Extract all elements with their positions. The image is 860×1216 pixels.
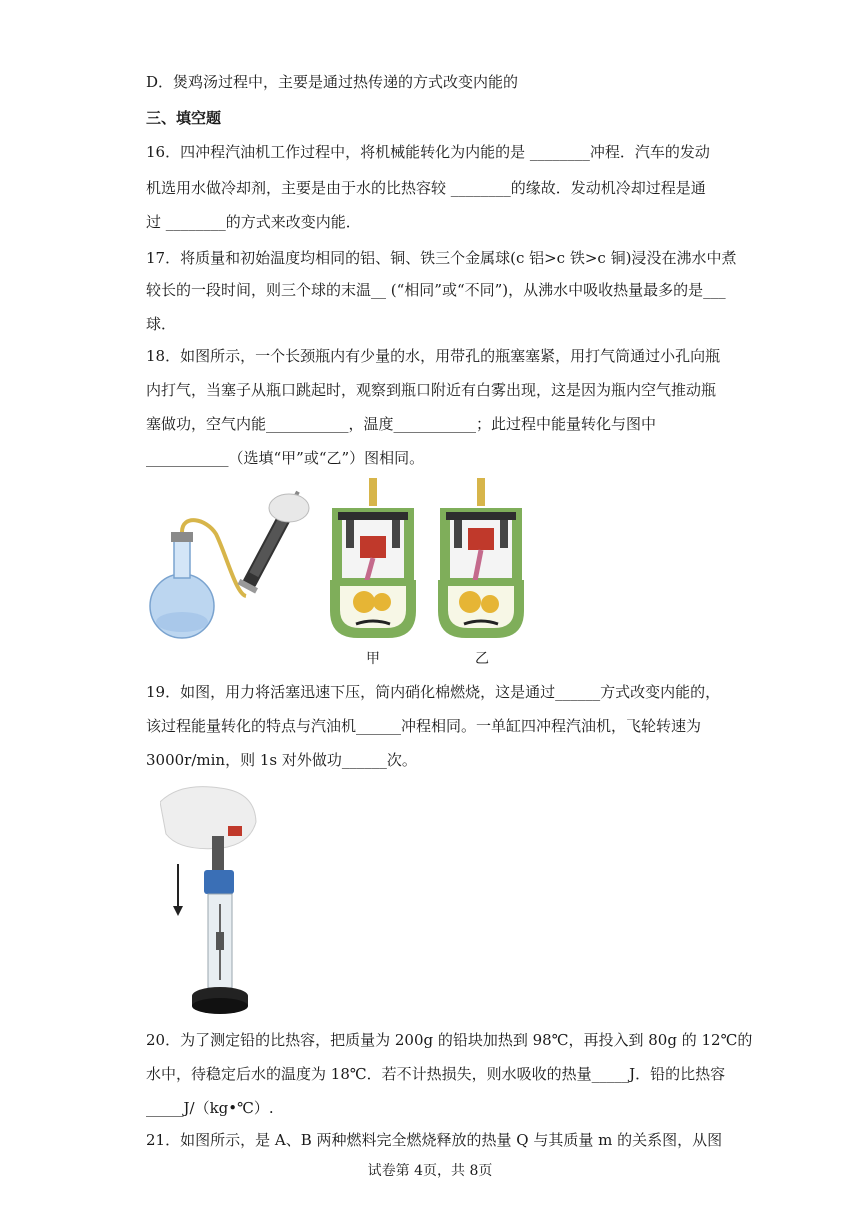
q18-line-1: 18．如图所示，一个长颈瓶内有少量的水，用带孔的瓶塞塞紧，用打气筒通过小孔向瓶 — [146, 347, 721, 365]
q16-line-1: 16．四冲程汽油机工作过程中，将机械能转化为内能的是 ________冲程．汽车的发动 — [146, 143, 710, 161]
page-footer: 试卷第 4页，共 8页 — [367, 1163, 493, 1179]
label-jia: 甲 — [366, 651, 380, 667]
q19-line-1: 19．如图，用力将活塞迅速下压，筒内硝化棉燃烧，这是通过______方式改变内能的， — [146, 683, 721, 701]
q18-line-2: 内打气，当塞子从瓶口跳起时，观察到瓶口附近有白雾出现，这是因为瓶内空气推动瓶 — [146, 381, 717, 399]
flask-pump-figure — [146, 484, 316, 644]
section-heading: 三、填空题 — [146, 109, 222, 127]
q20-line-3: _____J/（kg•℃）. — [146, 1099, 274, 1117]
q20-line-2: 水中，待稳定后水的温度为 18℃．若不计热损失，则水吸收的热量_____J．铅的比热容 — [146, 1065, 726, 1083]
engine-jia-diagram — [326, 476, 421, 641]
engine-yi-diagram — [434, 476, 529, 641]
q18-line-4: ___________（选填“甲”或“乙”）图相同。 — [146, 449, 425, 467]
compression-cylinder-figure — [160, 782, 270, 1022]
q21-line-1: 21．如图所示，是 A、B 两种燃料完全燃烧释放的热量 Q 与其质量 m 的关系图，从图 — [146, 1131, 723, 1149]
q18-line-3: 塞做功，空气内能___________，温度___________；此过程中能量转化与图中 — [146, 415, 657, 433]
q19-line-3: 3000r/min，则 1s 对外做功______次。 — [146, 751, 417, 769]
q20-line-1: 20．为了测定铅的比热容，把质量为 200g 的铅块加热到 98℃，再投入到 80g 的 12℃的 — [146, 1031, 753, 1049]
label-yi: 乙 — [475, 651, 489, 667]
q17-line-2: 较长的一段时间，则三个球的末温__ (“相同”或“不同”)，从沸水中吸收热量最多的是___ — [146, 281, 726, 299]
q16-line-2: 机选用水做冷却剂，主要是由于水的比热容较 ________的缘故．发动机冷却过程是通 — [146, 179, 706, 197]
q19-line-2: 该过程能量转化的特点与汽油机______冲程相同。一单缸四冲程汽油机，飞轮转速为 — [146, 717, 702, 735]
option-d: D．煲鸡汤过程中，主要是通过热传递的方式改变内能的 — [146, 73, 519, 91]
q17-line-1: 17．将质量和初始温度均相同的铝、铜、铁三个金属球(c 铝>c 铁>c 铜)浸没在沸水中煮 — [146, 249, 737, 267]
q17-line-3: 球． — [146, 315, 177, 333]
q16-line-3: 过 ________的方式来改变内能． — [146, 213, 361, 231]
